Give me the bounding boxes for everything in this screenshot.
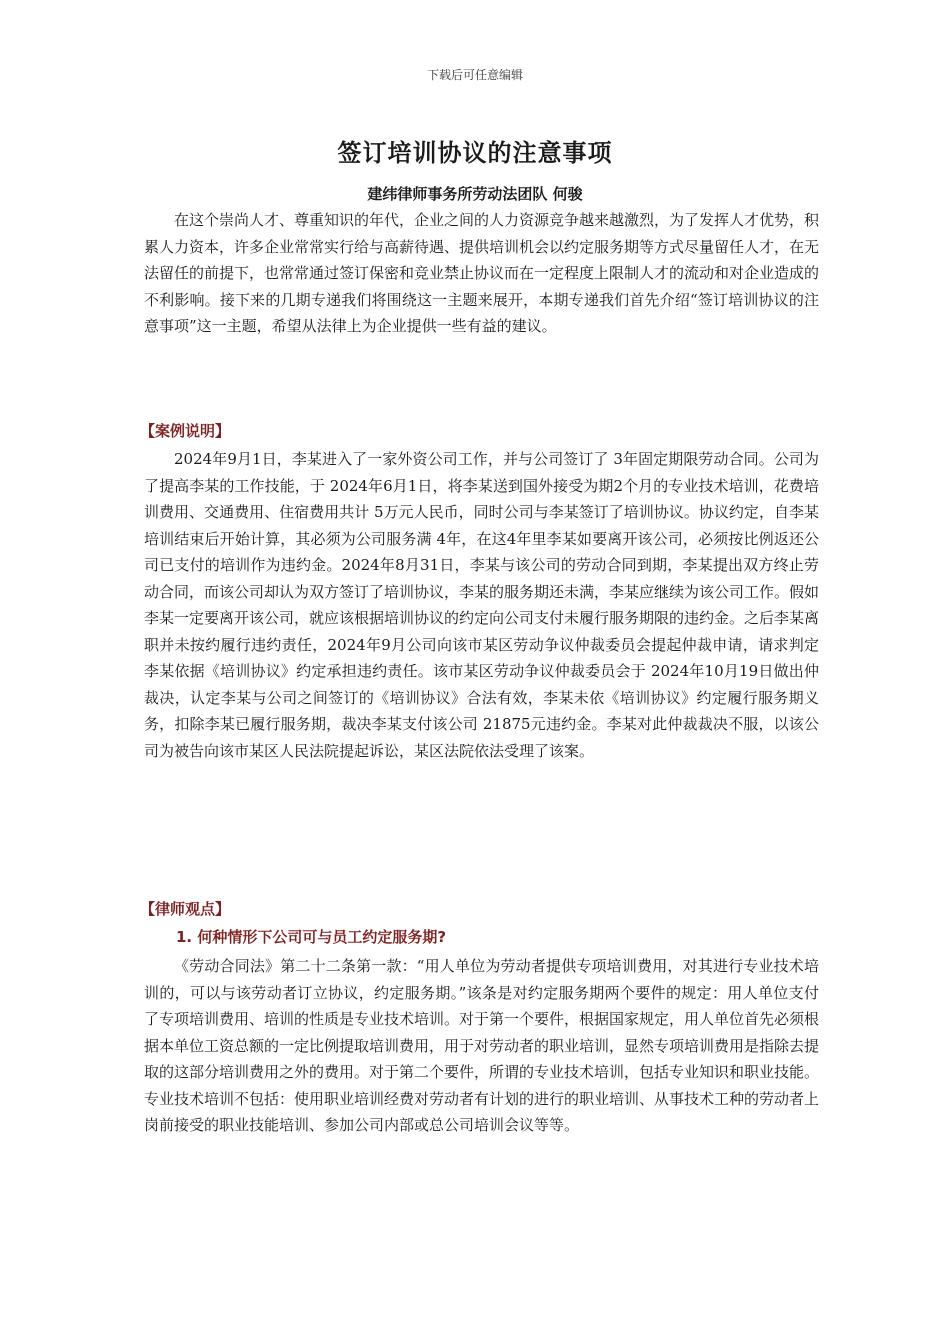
case-paragraph: 2024年9月1日，李某进入了一家外资公司工作，并与公司签订了 3年固定期限劳动合同。公司为了提高李某的工作技能，于 2024年6月1日，将李某送到国外接受为期2个月的专业技术培训，花费培训费用、交通费用、住宿费用共计 5万元人民币，同时公司与李某签订了培训协议。协议约定，自李某培训结束后开始计算，其必须为公司服务满 4年，在这4年里李某如要离开该公司，必须按比例返还公司已支付的培训作为违约金。2024年8月31日，李某与该公司的劳动合同到期，李某提出双方终止劳动合同，而该公司却认为双方签订了培训协议，李某的服务期还未满，李某应继续为该公司工作。假如李某一定要离开该公司，就应该根据培训协议的约定向公司支付未履行服务期限的违约金。之后李某离职并未按约履行违约责任，2024年9月公司向该市某区劳动争议仲裁委员会提起仲裁申请，请求判定李某依据《培训协议》约定承担违约责任。该市某区劳动争议仲裁委员会于 2024年10月19日做出仲裁决，认定李某与公司之间签订的《培训协议》合法有效，李某未依《培训协议》约定履行服务期义务，扣除李某已履行服务期，裁决李某支付该公司 21875元违约金。李某对此仲裁裁决不服，以该公司为被告向该市某区人民法院提起诉讼，某区法院依法受理了该案。 [144,450,820,760]
intro-paragraph: 在这个崇尚人才、尊重知识的年代，企业之间的人力资源竞争越来越激烈，为了发挥人才优势，积累人力资本，许多企业常常实行给与高薪待遇、提供培训机会以约定服务期等方式尽量留任人才，在无法留任的前提下，也常常通过签订保密和竞业禁止协议而在一定程度上限制人才的流动和对企业造成的不利影响。接下来的几期专递我们将围绕这一主题来展开，本期专递我们首先介绍“签订培训协议的注意事项”这一主题，希望从法律上为企业提供一些有益的建议。 [144,211,820,335]
case-section-heading: 【案例说明】 [140,422,231,440]
lawyer-paragraph: 《劳动合同法》第二十二条第一款：“用人单位为劳动者提供专项培训费用，对其进行专业技术培训的，可以与该劳动者订立协议，约定服务期。”该条是对约定服务期两个要件的规定：用人单位支付了专项培训费用、培训的性质是专业技术培训。对于第一个要件，根据国家规定，用人单位首先必须根据本单位工资总额的一定比例提取培训费用，用于对劳动者的职业培训，显然专项培训费用是指除去提取的这部分培训费用之外的费用。对于第二个要件，所谓的专业技术培训，包括专业知识和职业技能。专业技术培训不包括：使用职业培训经费对劳动者有计划的进行的职业培训、从事技术工种的劳动者上岗前接受的职业技能培训、参加公司内部或总公司培训会议等等。 [144,957,820,1134]
case-paragraph-block [144,446,819,764]
lawyer-section-heading: 【律师观点】 [140,900,231,918]
lawyer-paragraph-block [144,953,819,1139]
author-line: 建纬律师事务所劳动法团队 何骏 [367,185,583,203]
intro-paragraph-block [144,207,819,340]
page-title: 签订培训协议的注意事项 [337,139,613,167]
header-note: 下载后可任意编辑 [426,68,523,82]
lawyer-sub-heading: 1. 何种情形下公司可与员工约定服务期? [176,928,447,946]
